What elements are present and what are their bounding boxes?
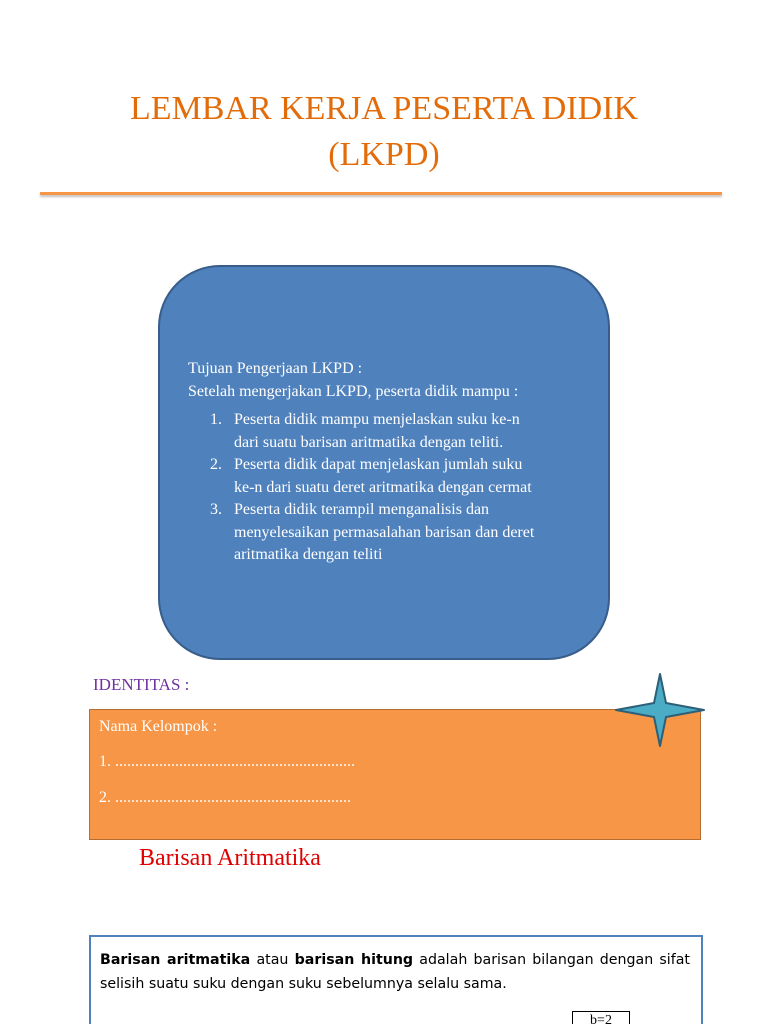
objective-item [188,454,588,499]
member-line-1[interactable]: 1. ............................................................ [99,753,355,770]
objective-item [188,499,588,567]
member-line-2[interactable]: 2. ........................................................... [99,789,351,806]
objective-line: Peserta didik dapat menjelaskan jumlah suku [234,456,523,473]
group-name-label: Nama Kelompok : [99,718,218,735]
objective-line: dari suatu barisan aritmatika dengan teliti. [234,433,504,451]
objective-number: 2. [210,456,222,473]
section-title: Barisan Aritmatika [139,845,321,871]
formula-text: b=2 [590,1013,612,1024]
objective-line: Peserta didik terampil menganalisis dan [234,501,490,518]
identity-panel [89,709,701,840]
formula-box [572,1011,630,1024]
objective-line: ke-n dari suatu deret aritmatika dengan cermat [234,478,532,496]
objective-line: menyelesaikan permasalahan barisan dan deret [234,523,535,541]
identity-label: IDENTITAS : [93,675,190,694]
objective-line: aritmatika dengan teliti [234,546,383,563]
objective-number: 1. [210,411,222,428]
objective-item [188,409,588,454]
objective-number: 3. [210,501,222,518]
title-line-1: LEMBAR KERJA PESERTA DIDIK [129,90,639,127]
objectives-content [188,358,588,567]
definition-connector: atau [250,952,295,968]
title-line-2: (LKPD) [328,136,440,173]
four-point-star-icon [614,672,706,748]
objectives-panel [158,265,610,660]
objectives-list [188,409,588,567]
definition-term-1: Barisan aritmatika [100,952,251,968]
title-divider [40,192,722,195]
page-title [0,86,768,178]
objective-line: Peserta didik mampu menjelaskan suku ke-n [234,411,520,428]
objectives-heading: Tujuan Pengerjaan LKPD : [188,360,363,377]
objectives-intro: Setelah mengerjakan LKPD, peserta didik mampu : [188,382,519,400]
definition-text [100,948,690,996]
definition-term-2: barisan hitung [294,952,414,968]
definition-rest: adalah barisan bilangan dengan sifat selisih suatu suku dengan suku sebelumnya selalu sama. [100,952,690,992]
definition-box [89,935,703,1024]
